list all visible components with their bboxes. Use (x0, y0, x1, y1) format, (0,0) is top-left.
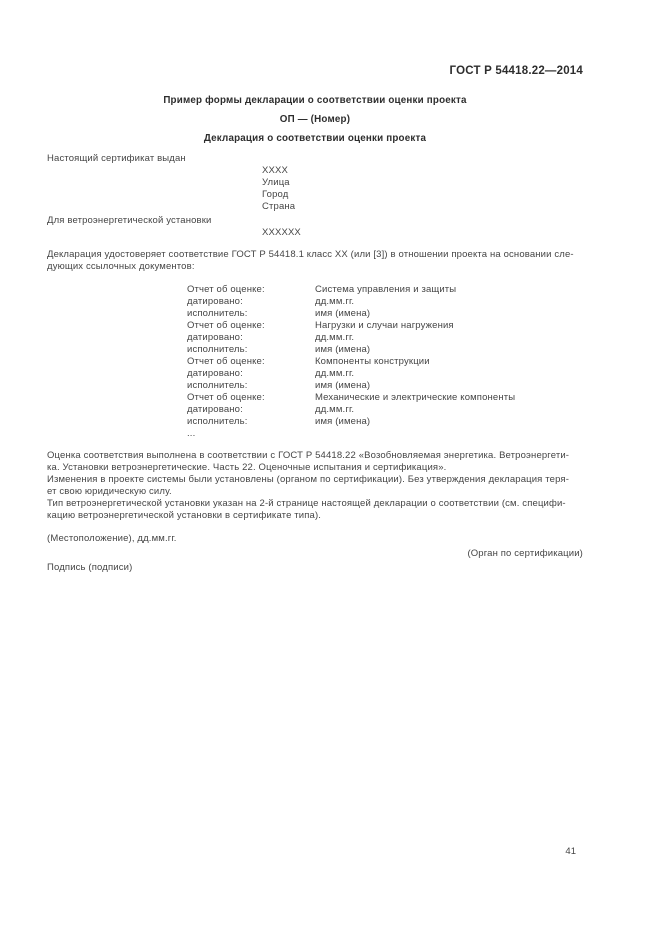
intro-line-1: Декларация удостоверяет соответствие ГОСТ Р 54418.1 класс XX (или [3]) в отношении проекта на основании сле- (47, 249, 574, 260)
op-number-title: ОП — (Номер) (279, 114, 351, 125)
form-example-title: Пример формы декларации о соответствии оценки проекта (163, 95, 467, 106)
report-label: Отчет об оценке: (187, 392, 265, 403)
body-line-1: Оценка соответствия выполнена в соответствии с ГОСТ Р 54418.22 «Возобновляемая энергетика. Ветроэнергети- (47, 450, 570, 461)
report-value: имя (имена) (315, 344, 371, 355)
report-value: дд.мм.гг. (315, 332, 355, 343)
standard-number: ГОСТ Р 54418.22—2014 (449, 65, 583, 77)
report-label: исполнитель: (187, 416, 248, 427)
report-row (187, 356, 583, 368)
report-row (187, 308, 583, 320)
intro-paragraph (47, 249, 583, 273)
report-row (187, 296, 583, 308)
body-line-2: ка. Установки ветроэнергетические. Часть 22. Оценочные испытания и сертификация». (47, 462, 447, 473)
report-value: дд.мм.гг. (315, 368, 355, 379)
body-line-6: кацию ветроэнергетической установки в сертификате типа). (47, 510, 322, 521)
body-paragraph (47, 450, 583, 522)
page-number: 41 (565, 846, 576, 857)
report-label: исполнитель: (187, 344, 248, 355)
location-date: (Местоположение), дд.мм.гг. (47, 533, 177, 544)
recipient-address-block (47, 165, 583, 213)
body-line-4: ет свою юридическую силу. (47, 486, 172, 497)
turbine-id: XXXXXX (262, 227, 301, 238)
report-row (187, 380, 583, 392)
report-value: Нагрузки и случаи нагружения (315, 320, 454, 331)
body-line-3: Изменения в проекте системы были установлены (органом по сертификации). Без утверждения декларация теря- (47, 474, 570, 485)
report-value: Компоненты конструкции (315, 356, 430, 367)
report-row (187, 392, 583, 404)
report-row (187, 332, 583, 344)
declaration-title: Декларация о соответствии оценки проекта (203, 133, 427, 144)
report-list (47, 284, 583, 440)
body-line-5: Тип ветроэнергетической установки указан на 2-й странице настоящей декларации о соответствии (см. специфи- (47, 498, 566, 509)
issued-to-label: Настоящий сертификат выдан (47, 153, 186, 164)
report-label: исполнитель: (187, 308, 248, 319)
report-value: Механические и электрические компоненты (315, 392, 516, 403)
report-row (187, 416, 583, 428)
recipient-street: Улица (262, 177, 290, 188)
ellipsis-text: ... (187, 428, 196, 439)
report-label: Отчет об оценке: (187, 320, 265, 331)
intro-line-2: дующих ссылочных документов: (47, 261, 195, 272)
report-label: датировано: (187, 368, 243, 379)
report-row (187, 368, 583, 380)
report-list-ellipsis (187, 428, 583, 440)
turbine-label: Для ветроэнергетической установки (47, 215, 212, 226)
report-row (187, 320, 583, 332)
report-label: датировано: (187, 404, 243, 415)
report-value: имя (имена) (315, 308, 371, 319)
recipient-country: Страна (262, 201, 296, 212)
report-row (187, 404, 583, 416)
report-value: имя (имена) (315, 380, 371, 391)
turbine-id-block (47, 227, 583, 239)
report-value: Система управления и защиты (315, 284, 457, 295)
recipient-city: Город (262, 189, 289, 200)
report-value: дд.мм.гг. (315, 404, 355, 415)
report-row (187, 284, 583, 296)
recipient-name: XXXX (262, 165, 288, 176)
signature-label: Подпись (подписи) (47, 562, 133, 573)
certification-body: (Орган по сертификации) (467, 548, 583, 559)
report-label: Отчет об оценке: (187, 356, 265, 367)
report-label: датировано: (187, 296, 243, 307)
report-row (187, 344, 583, 356)
report-label: Отчет об оценке: (187, 284, 265, 295)
report-label: исполнитель: (187, 380, 248, 391)
report-value: дд.мм.гг. (315, 296, 355, 307)
page-content (47, 0, 583, 574)
report-value: имя (имена) (315, 416, 371, 427)
report-label: датировано: (187, 332, 243, 343)
